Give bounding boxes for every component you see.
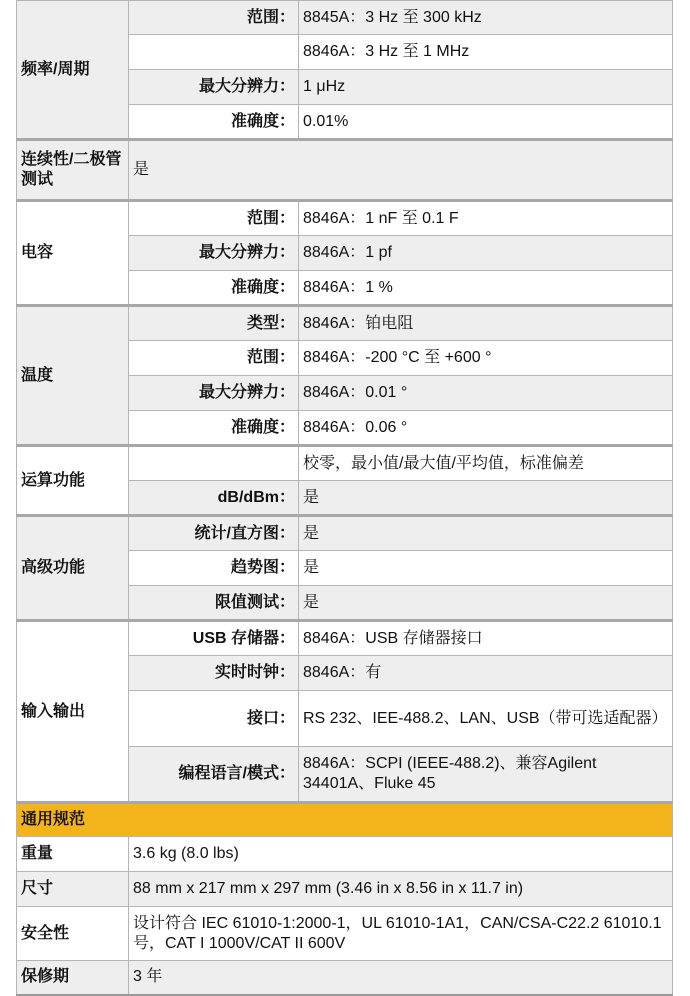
- general-label: 安全性: [17, 907, 129, 961]
- spec-label: 范围：: [129, 1, 299, 35]
- spec-value: 是: [129, 140, 673, 201]
- spec-label: USB 存储器：: [129, 621, 299, 656]
- spec-value: 8846A：有: [299, 656, 673, 691]
- table-row: [17, 621, 673, 656]
- spec-value: 8846A：1 pf: [299, 236, 673, 271]
- spec-value: 是: [299, 481, 673, 516]
- spec-label: 最大分辨力：: [129, 70, 299, 105]
- category-continuity: 连续性/二极管测试: [17, 140, 129, 201]
- spec-value: 是: [299, 586, 673, 621]
- spec-value: 8846A：0.01 °: [299, 376, 673, 411]
- spec-value: 校零，最小值/最大值/平均值，标准偏差: [299, 446, 673, 481]
- section-header: [17, 803, 673, 837]
- spec-value: 是: [299, 516, 673, 551]
- spec-label: 限值测试：: [129, 586, 299, 621]
- general-value: 设计符合 IEC 61010-1:2000-1，UL 61010-1A1，CAN/CSA-C22.2 61010.1 号，CAT I 1000V/CAT II 600V: [129, 907, 673, 961]
- spec-value: 8846A：铂电阻: [299, 306, 673, 341]
- spec-value: 8846A：-200 °C 至 +600 °: [299, 341, 673, 376]
- spec-label: 实时时钟：: [129, 656, 299, 691]
- general-value: 88 mm x 217 mm x 297 mm (3.46 in x 8.56 in x 11.7 in): [129, 872, 673, 907]
- spec-label: 最大分辨力：: [129, 376, 299, 411]
- spec-value: 8846A：USB 存储器接口: [299, 621, 673, 656]
- spec-value: 8846A：3 Hz 至 1 MHz: [299, 35, 673, 70]
- spec-label: 趋势图：: [129, 551, 299, 586]
- spec-value: 0.01%: [299, 105, 673, 140]
- spec-label: 类型：: [129, 306, 299, 341]
- spec-label: 统计/直方图：: [129, 516, 299, 551]
- table-row: [17, 872, 673, 907]
- spec-value: 1 μHz: [299, 70, 673, 105]
- spec-value: 8845A：3 Hz 至 300 kHz: [299, 1, 673, 35]
- section-title: 通用规范: [17, 803, 673, 837]
- general-value: 3.6 kg (8.0 lbs): [129, 837, 673, 872]
- spec-label: 准确度：: [129, 411, 299, 446]
- spec-label: [129, 35, 299, 70]
- table-row: [17, 961, 673, 995]
- general-label: 保修期: [17, 961, 129, 995]
- category-capacitance: 电容: [17, 201, 129, 306]
- spec-label: [129, 446, 299, 481]
- category-advanced: 高级功能: [17, 516, 129, 621]
- general-label: 尺寸: [17, 872, 129, 907]
- table-row: [17, 837, 673, 872]
- spec-label: 编程语言/模式：: [129, 747, 299, 803]
- category-temperature: 温度: [17, 306, 129, 446]
- table-row: [17, 907, 673, 961]
- general-value: 3 年: [129, 961, 673, 995]
- spec-table: [16, 0, 673, 996]
- spec-value: 是: [299, 551, 673, 586]
- category-frequency: 频率/周期: [17, 1, 129, 140]
- spec-label: 范围：: [129, 341, 299, 376]
- table-row: [17, 201, 673, 236]
- table-row: [17, 446, 673, 481]
- table-row: [17, 1, 673, 35]
- spec-value: 8846A：1 nF 至 0.1 F: [299, 201, 673, 236]
- spec-label: 准确度：: [129, 105, 299, 140]
- spec-label: 最大分辨力：: [129, 236, 299, 271]
- table-row: [17, 140, 673, 201]
- spec-label: dB/dBm：: [129, 481, 299, 516]
- general-label: 重量: [17, 837, 129, 872]
- category-math: 运算功能: [17, 446, 129, 516]
- spec-label: 接口：: [129, 691, 299, 747]
- spec-value: 8846A：0.06 °: [299, 411, 673, 446]
- spec-label: 准确度：: [129, 271, 299, 306]
- spec-label: 范围：: [129, 201, 299, 236]
- table-row: [17, 516, 673, 551]
- table-row: [17, 306, 673, 341]
- spec-value: RS 232、IEE-488.2、LAN、USB（带可选适配器）: [299, 691, 673, 747]
- category-io: 输入输出: [17, 621, 129, 803]
- spec-value: 8846A：1 %: [299, 271, 673, 306]
- spec-value: 8846A：SCPI (IEEE-488.2)、兼容Agilent 34401A、Fluke 45: [299, 747, 673, 803]
